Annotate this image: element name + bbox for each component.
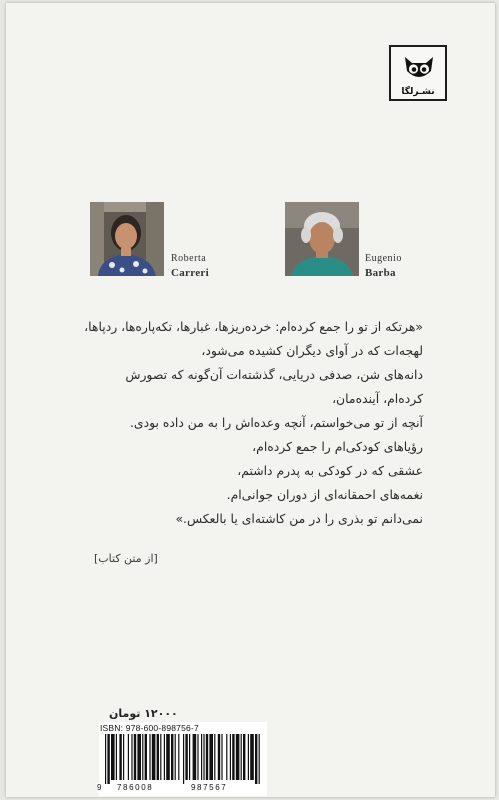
barcode-left-digits: 786008 bbox=[117, 783, 154, 792]
author-name-eugenio bbox=[365, 251, 402, 281]
book-back-cover bbox=[6, 3, 495, 797]
barcode-bar bbox=[111, 734, 115, 780]
barcode-bar bbox=[131, 734, 132, 780]
barcode-bar bbox=[123, 734, 124, 780]
excerpt-line: کرده‌ام، آینده‌مان، bbox=[332, 391, 423, 406]
excerpt-line: دانه‌های شن، صدفی دریایی، گذشته‌ات آن‌گونه که تصورش bbox=[125, 367, 423, 382]
barcode-bar bbox=[259, 734, 260, 784]
barcode-bar bbox=[206, 734, 208, 780]
barcode-bar bbox=[134, 734, 136, 780]
author-first-name: Eugenio bbox=[365, 253, 402, 264]
barcode-bar bbox=[243, 734, 245, 780]
barcode-bar bbox=[160, 734, 161, 780]
isbn-number: ISBN: 978-600-898756-7 bbox=[100, 723, 199, 733]
barcode-bar bbox=[236, 734, 240, 780]
author-photo-roberta bbox=[90, 202, 164, 276]
barcode-bar bbox=[185, 734, 187, 780]
barcode-bar bbox=[203, 734, 204, 780]
barcode-bar bbox=[137, 734, 141, 780]
barcode-bar bbox=[189, 734, 190, 780]
barcode-bar bbox=[197, 734, 198, 780]
excerpt-line: نمی‌دانم تو بذری را در من کاشته‌ای یا بالعکس.» bbox=[175, 511, 423, 526]
barcode-bar bbox=[201, 734, 202, 780]
excerpt-line: عشقی که در کودکی به پدرم داشتم، bbox=[237, 463, 423, 478]
author-first-name: Roberta bbox=[171, 253, 207, 264]
barcode-bar bbox=[128, 734, 129, 780]
barcode-bar bbox=[183, 734, 184, 784]
barcode-bar bbox=[232, 734, 234, 780]
excerpt-line: لهجه‌ات که در آوای دیگران کشیده می‌شود، bbox=[201, 343, 423, 358]
author-photo-eugenio bbox=[285, 202, 359, 276]
owl-icon bbox=[403, 53, 435, 85]
barcode-lead-digit: 9 bbox=[97, 783, 102, 792]
barcode-bar bbox=[166, 734, 170, 780]
barcode-bar bbox=[105, 734, 106, 784]
excerpt-source: [از متن کتاب] bbox=[94, 552, 158, 565]
barcode-bar bbox=[193, 734, 197, 780]
author-last-name: Carreri bbox=[171, 267, 209, 279]
price-label: ۱۲۰۰۰ تومان bbox=[109, 707, 178, 720]
barcode-bar bbox=[255, 734, 257, 784]
author-name-roberta bbox=[171, 251, 209, 281]
isbn-barcode-box bbox=[99, 722, 267, 796]
barcode-bar bbox=[214, 734, 215, 780]
barcode-bar bbox=[152, 734, 156, 780]
barcode-bar bbox=[250, 734, 254, 780]
publisher-logo bbox=[389, 45, 447, 101]
barcode-bar bbox=[145, 734, 147, 780]
barcode-bar bbox=[107, 734, 109, 784]
barcode-bar bbox=[248, 734, 249, 780]
barcode-bar bbox=[142, 734, 143, 780]
barcode-bar bbox=[116, 734, 117, 780]
barcode-bar bbox=[164, 734, 165, 780]
barcode-bar bbox=[209, 734, 213, 780]
barcode-right-digits: 987567 bbox=[191, 783, 228, 792]
barcode-bar bbox=[226, 734, 227, 780]
author-last-name: Barba bbox=[365, 267, 396, 279]
barcode-bar bbox=[149, 734, 150, 780]
publisher-name: نشـرلگا bbox=[401, 87, 435, 97]
barcode-bar bbox=[171, 734, 173, 780]
barcode-icon bbox=[103, 734, 263, 784]
barcode-bar bbox=[230, 734, 231, 780]
excerpt-line: آنچه از تو می‌خواستم، آنچه وعده‌اش را به من داده بودی. bbox=[129, 415, 423, 430]
barcode-bar bbox=[178, 734, 179, 780]
excerpt-line: نغمه‌های احمقانه‌ای از دوران جوانی‌ام. bbox=[226, 487, 423, 502]
barcode-bar bbox=[221, 734, 222, 780]
excerpt-line: رؤیاهای کودکی‌ام را جمع کرده‌ام، bbox=[252, 439, 423, 454]
book-excerpt bbox=[76, 315, 423, 531]
excerpt-line: «هرتکه از تو را جمع کرده‌ام: خرده‌ریزها، غبارها، تکه‌پاره‌ها، ردپاها، bbox=[84, 319, 423, 334]
barcode-bar bbox=[241, 734, 242, 780]
barcode-bar bbox=[218, 734, 220, 780]
barcode-bar bbox=[175, 734, 176, 780]
barcode-bar bbox=[157, 734, 159, 780]
barcode-bar bbox=[119, 734, 121, 780]
